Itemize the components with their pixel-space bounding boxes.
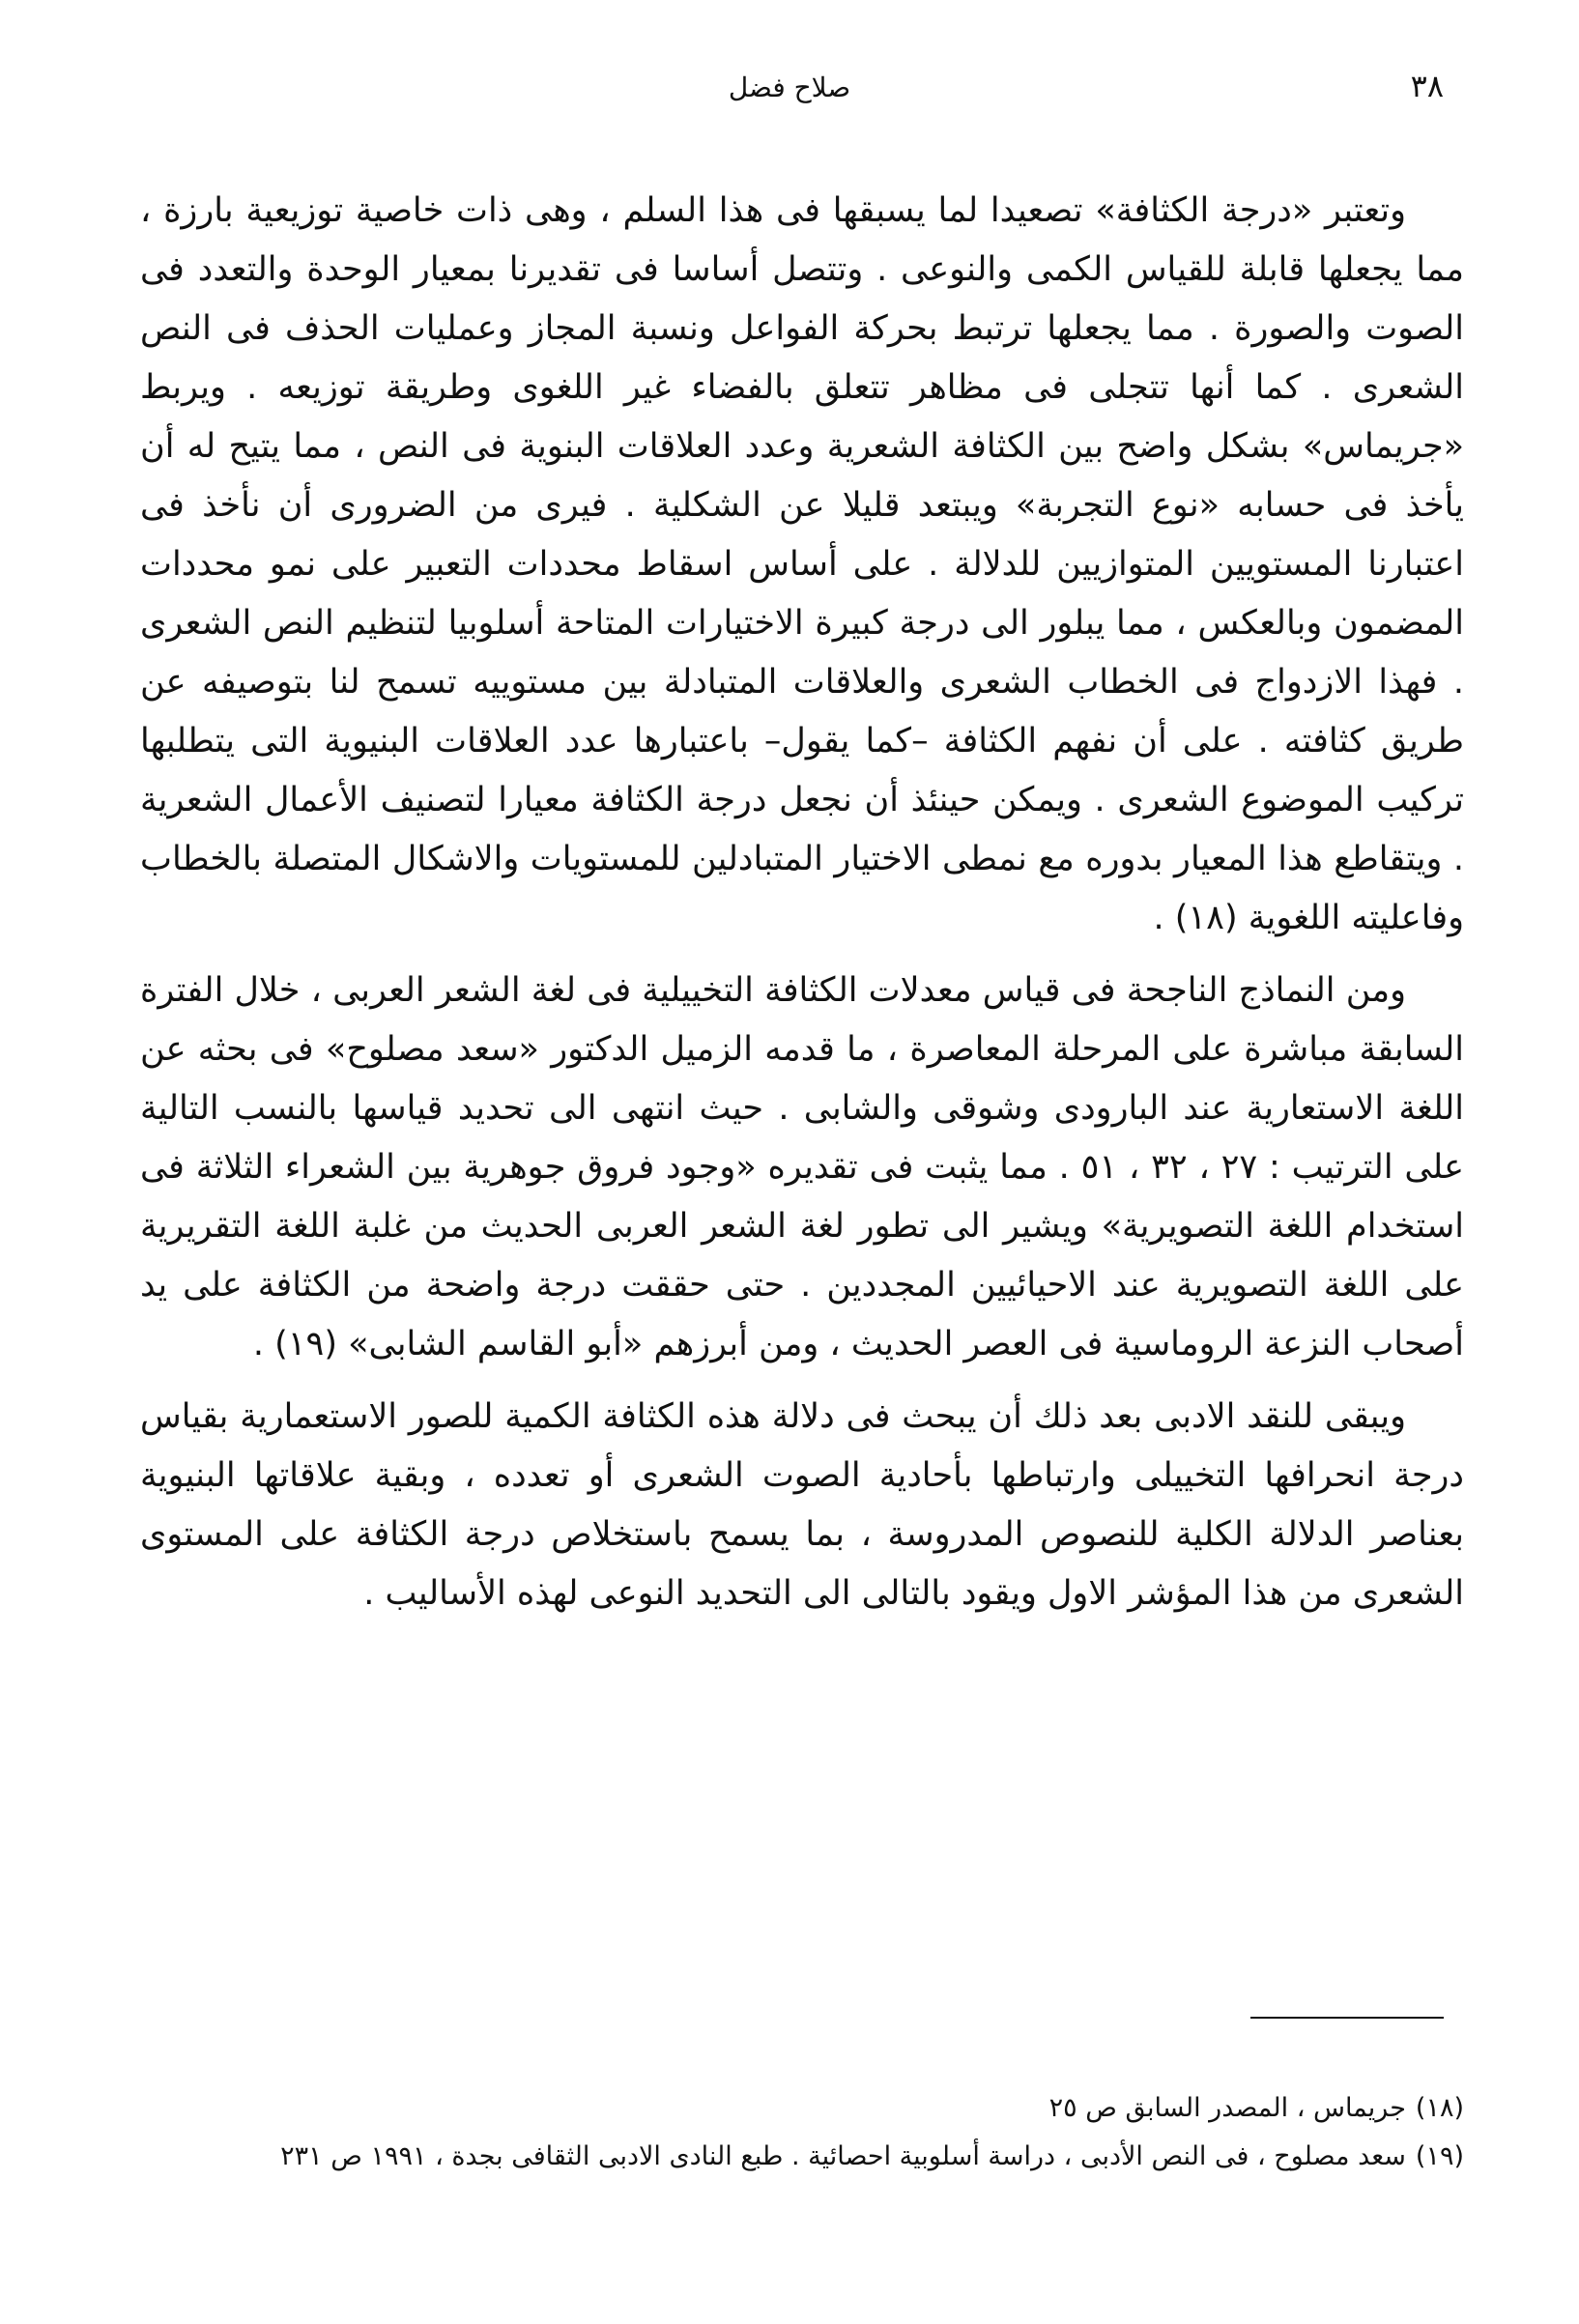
footnote-number: (١٩) bbox=[1415, 2141, 1464, 2171]
footnote bbox=[140, 2136, 1464, 2178]
footnote-text: سعد مصلوح ، فى النص الأدبى ، دراسة أسلوبية احصائية . طبع النادى الادبى الثقافى بجدة ، ١٩٩١ ص ٢٣١ bbox=[280, 2141, 1406, 2171]
footnote bbox=[140, 2087, 1464, 2130]
footnote-text: جريماس ، المصدر السابق ص ٢٥ bbox=[1048, 2093, 1406, 2123]
paragraph: وتعتبر «درجة الكثافة» تصعيدا لما يسبقها فى هذا السلم ، وهى ذات خاصية توزيعية بارزة ، مما يجعلها قابلة للقياس الكمى والنوعى . وتتصل أساسا فى تقديرنا بمعيار الوحدة والتعدد فى الصوت والصورة . مما يجعلها ترتبط بحركة الفواعل ونسبة المجاز وعمليات الحذف فى النص الشعرى . كما أنها تتجلى فى مظاهر تتعلق بالفضاء غير اللغوى وطريقة توزيعه . ويربط «جريماس» بشكل واضح بين الكثافة الشعرية وعدد العلاقات البنوية فى النص ، مما يتيح له أن يأخذ فى حسابه «نوع التجربة» ويبتعد قليلا عن الشكلية . فيرى من الضرورى أن نأخذ فى اعتبارنا المستويين المتوازيين للدلالة . على أساس اسقاط محددات التعبير على نمو محددات المضمون وبالعكس ، مما يبلور الى درجة كبيرة الاختيارات المتاحة أسلوبيا لتنظيم النص الشعرى . فهذا الازدواج فى الخطاب الشعرى والعلاقات المتبادلة بين مستوييه تسمح لنا بتوصيفه عن طريق كثافته . على أن نفهم الكثافة –كما يقول– باعتبارها عدد العلاقات البنيوية التى يتطلبها تركيب الموضوع الشعرى . ويمكن حينئذ أن نجعل درجة الكثافة معيارا لتصنيف الأعمال الشعرية . ويتقاطع هذا المعيار بدوره مع نمطى الاختيار المتبادلين للمستويات والاشكال المتصلة بالخطاب وفاعليته اللغوية (١٨) . bbox=[140, 191, 1464, 937]
footnote-number: (١٨) bbox=[1415, 2093, 1464, 2123]
author-name: صلاح فضل bbox=[728, 72, 851, 103]
footnotes bbox=[140, 2087, 1464, 2184]
paragraph: ومن النماذج الناجحة فى قياس معدلات الكثافة التخييلية فى لغة الشعر العربى ، خلال الفترة السابقة مباشرة على المرحلة المعاصرة ، ما قدمه الزميل الدكتور «سعد مصلوح» فى بحثه عن اللغة الاستعارية عند البارودى وشوقى والشابى . حيث انتهى الى تحديد قياسها بالنسب التالية على الترتيب : ٢٧ ، ٣٢ ، ٥١ . مما يثبت فى تقديره «وجود فروق جوهرية بين الشعراء الثلاثة فى استخدام اللغة التصويرية» ويشير الى تطور لغة الشعر العربى الحديث من غلبة اللغة التقريرية على اللغة التصويرية عند الاحيائيين المجددين . حتى حققت درجة واضحة من الكثافة على يد أصحاب النزعة الروماسية فى العصر الحديث ، ومن أبرزهم «أبو القاسم الشابى» (١٩) . bbox=[140, 971, 1464, 1363]
main-text bbox=[140, 182, 1464, 1637]
running-header bbox=[135, 68, 1444, 126]
page-number: ٣٨ bbox=[1410, 68, 1444, 104]
footnote-separator bbox=[1250, 2017, 1444, 2019]
paragraph: ويبقى للنقد الادبى بعد ذلك أن يبحث فى دلالة هذه الكثافة الكمية للصور الاستعمارية بقياس درجة انحرافها التخييلى وارتباطها بأحادية الصوت الشعرى أو تعدده ، وبقية علاقاتها البنيوية بعناصر الدلالة الكلية للنصوص المدروسة ، بما يسمح باستخلاص درجة الكثافة على المستوى الشعرى من هذا المؤشر الاول ويقود بالتالى الى التحديد النوعى لهذه الأساليب . bbox=[140, 1397, 1464, 1613]
